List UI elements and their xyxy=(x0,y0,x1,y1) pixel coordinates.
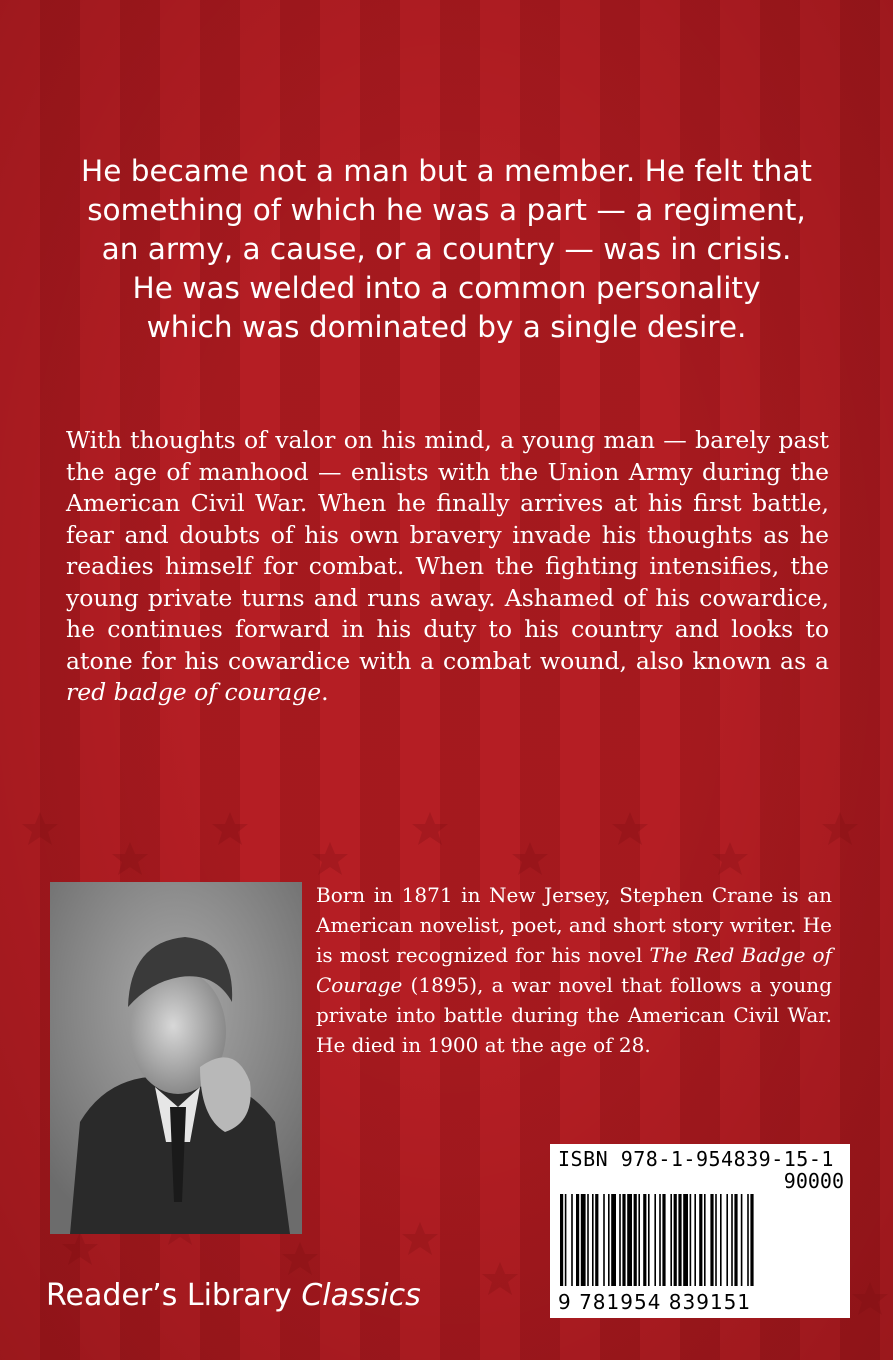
quote-line: an army, a cause, or a country — was in crisis. xyxy=(101,232,792,266)
quote-line: He became not a man but a member. He felt that xyxy=(81,154,812,188)
publisher-logo xyxy=(46,1276,421,1316)
author-bio xyxy=(316,880,832,1060)
quote-line: something of which he was a part — a regiment, xyxy=(87,193,806,227)
isbn-barcode xyxy=(550,1144,850,1318)
ean-number: 9 781954 839151 xyxy=(558,1290,752,1314)
bio-text-end: (1895), a war novel that follows a young private into battle during the American Civil War. He died in 1900 at the age of 28. xyxy=(316,973,832,1057)
author-photo xyxy=(50,882,302,1234)
pull-quote xyxy=(20,152,873,347)
price-code: 90000 xyxy=(783,1169,844,1193)
publisher-name: Reader’s Library xyxy=(46,1278,302,1313)
description-italic: red badge of courage xyxy=(66,678,322,706)
book-description xyxy=(66,425,829,709)
publisher-series: Classics xyxy=(301,1278,421,1313)
author-portrait-image xyxy=(50,882,302,1234)
isbn-number: ISBN 978-1-954839-15-1 xyxy=(558,1147,834,1171)
quote-line: which was dominated by a single desire. xyxy=(146,310,747,344)
bio-text: Born in 1871 in New Jersey, Stephen Crane is an American novelist, poet, and short story writer. He is most recognized for his novel xyxy=(316,883,832,967)
quote-line: He was welded into a common personality xyxy=(132,271,761,305)
description-end: . xyxy=(321,678,329,706)
bio-book-title: The Red Badge of Courage xyxy=(316,943,832,997)
description-text: With thoughts of valor on his mind, a young man — barely past the age of manhood — enlists with the Union Army during the American Civil War. When he finally arrives at his first battle, fear and doubts of his own bravery invade his thoughts as he readies himself for combat. When the fighting intensifies, the young private turns and runs away. Ashamed of his cowardice, he continues forward in his duty to his country and looks to atone for his cowardice with a combat wound, also known as a xyxy=(66,426,829,675)
